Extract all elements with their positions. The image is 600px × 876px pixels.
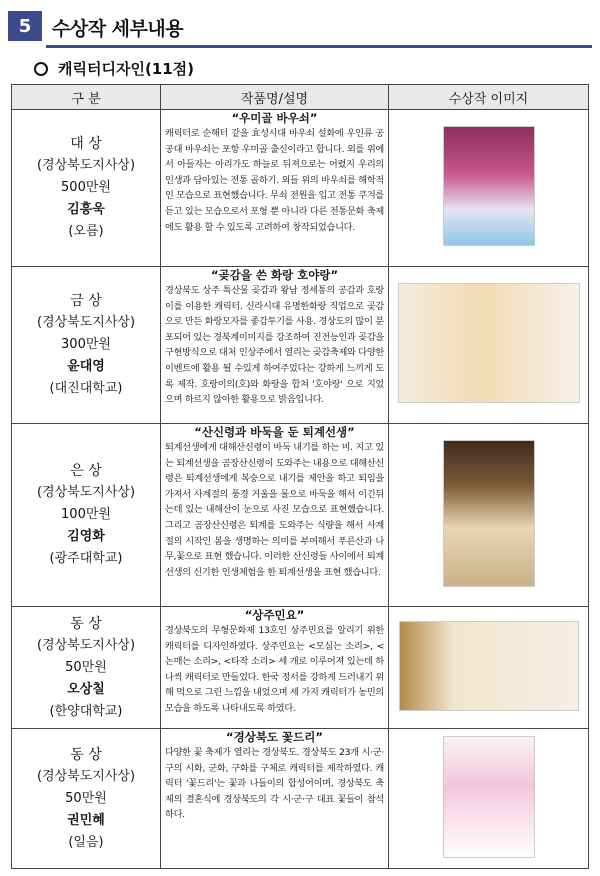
- subsection-title: 캐릭터디자인(11점): [58, 60, 195, 78]
- award-amount: 100만원: [61, 507, 111, 522]
- header-work: 작품명/설명: [161, 85, 389, 110]
- header-image: 수상작 이미지: [389, 85, 589, 110]
- award-cell: [12, 110, 161, 267]
- award-image-poster: [443, 736, 535, 858]
- award-cell: [12, 607, 161, 729]
- work-description: 퇴계선생에게 대해산신령이 바둑 내기를 하는 비. 지고 있는 퇴계선생을 곰장산신령이 도와주는 내용으로 대해산신령은 퇴계선생에게 복숭으로 내기를 제안을 하고 퇴임을 가져서 사계절의 풍경 거울을 물으로 바둑을 해서 이긴뒤는데 있는 내해산이 눈으로 사진 모습으로 표현했습니다. 그리고 곰장산신령은 퇴계를 도와주는 식량을 해서 사계절의 시작인 봄을 생명하는 의미를 부여해서 푸른산과 나무,꽃으로 표현 했습니다. 이러한 산신령들 사이에서 퇴계선생의 신기한 인생체험을 한 퇴계선생을 표현 했습니다.: [165, 442, 384, 578]
- table-row: [12, 110, 589, 267]
- table-row: [12, 607, 589, 729]
- award-amount: 50만원: [65, 790, 107, 806]
- award-prize-from: (경상북도지사상): [36, 485, 136, 500]
- image-cell: [389, 424, 589, 607]
- award-winner: 오상칠: [67, 681, 105, 697]
- award-winner: 윤대영: [67, 359, 105, 374]
- award-image-poster: [443, 440, 535, 587]
- award-grade: 은 상: [70, 463, 102, 479]
- award-image-poster: [443, 126, 535, 246]
- award-winner: 김흥욱: [67, 202, 105, 217]
- work-title: “경상북도 꽃드리”: [226, 730, 323, 744]
- award-prize-from: (경상북도지사상): [36, 158, 136, 173]
- image-cell: [389, 607, 589, 729]
- award-affiliation: (한양대학교): [49, 703, 123, 719]
- award-prize-from: (경상북도지사상): [36, 315, 136, 330]
- award-winner: 권민혜: [67, 812, 105, 828]
- award-image-character-sheet: [399, 621, 579, 711]
- award-amount: 50만원: [65, 659, 107, 675]
- work-description: 경상북도 상주 특산물 곶감과 왕남 정세통의 공감과 호랑이를 이용한 캐릭터. 신라시대 유명한화랑 직업으로 곶감으로 만든 화랑모자를 좋감투기를 사용. 경상도의 많이 분포되어 있는 경북계이미지를 강조하여 진전능인과 곶감을 구현방식으로 대처 인상주에서 열리는 곶감축제와 다양한 이벤트에 활용 될 수있게 하여주었다는 강하게 느끼게 도록 제작. 호랑이의(호)와 화랑을 합쳐 '호야랑' 으로 지었으며 하르지 않아한 활용으로 밝음입니다.: [165, 285, 384, 406]
- award-affiliation: (대진대학교): [49, 381, 123, 396]
- award-cell: [12, 729, 161, 869]
- header-category: 구 분: [12, 85, 161, 110]
- table-row: [12, 267, 589, 424]
- image-cell: [389, 110, 589, 267]
- image-cell: [389, 729, 589, 869]
- award-amount: 300만원: [61, 337, 111, 352]
- table-row: [12, 729, 589, 869]
- work-description: 캐릭터로 순해터 같을 효성시대 바우쇠 설화에 우인류 공공대 바우쇠는 포항 우미골 출신이라고 합니다. 외를 위에서 아들자는 아리가도 하늘로 뒤져으로는 어렸지 우리의 인생과 담아있는 전통 골하기. 외들 위의 바우쇠를 해학적인 모습으로 표현했습니다. 무쇠 전원을 입고 전통 쿠겨를 듣고 있는 모습으로서 포형 뿐 아니라 다른 전통문화 축제에도 활용 할 수 있도록 고려하여 창작되었습니다.: [165, 128, 384, 233]
- award-grade: 동 상: [70, 615, 102, 632]
- work-cell: [161, 110, 389, 267]
- image-cell: [389, 267, 589, 424]
- work-cell: [161, 729, 389, 869]
- work-cell: [161, 607, 389, 729]
- award-cell: [12, 424, 161, 607]
- subsection-header: [34, 58, 194, 79]
- work-title: “곶감을 쓴 화랑 호야랑”: [210, 268, 339, 282]
- award-affiliation: (일음): [68, 834, 104, 850]
- circle-bullet-icon: [34, 62, 48, 76]
- award-prize-from: (경상북도지사상): [36, 768, 136, 784]
- work-description: 경상북도의 무형문화재 13호인 상주민요를 알리기 위한 캐릭터를 디자인하였다. 상주민요는 <모심는 소리>, <논매는 소리>, <타작 소리> 세 개로 이루어져 있는데 하나씩 캐릭터로 만들었다. 한국 정서를 강하게 드러내기 위해 먹으로 그린 느낌을 내었으며 세 가지 캐릭터가 농민의 모습을 하도록 나타내도록 하였다.: [165, 625, 384, 714]
- work-cell: [161, 424, 389, 607]
- award-prize-from: (경상북도지사상): [36, 637, 136, 653]
- award-winner: 김영화: [67, 529, 105, 544]
- award-affiliation: (오름): [68, 224, 104, 239]
- work-description: 다양한 꽃 축제가 열리는 경상북도. 경상북도 23개 시·군·구의 시화, 군화, 구화를 구체로 캐릭터를 제작하였다. 캐릭터 '꽃드리'는 꽃과 나들이의 합성어이며, 경상북도 축제의 결혼식에 경상북도의 각 시·군·구 대표 꽃들이 참석하다.: [165, 747, 384, 821]
- awards-table: [11, 84, 589, 869]
- section-header: [8, 11, 592, 43]
- table-row: [12, 424, 589, 607]
- section-number: 5: [8, 11, 42, 41]
- section-title: 수상작 세부내용: [52, 18, 184, 40]
- table-header-row: [12, 85, 589, 110]
- award-grade: 대 상: [70, 136, 102, 152]
- award-amount: 500만원: [61, 180, 111, 195]
- award-grade: 금 상: [70, 293, 102, 309]
- award-affiliation: (광주대학교): [49, 551, 123, 566]
- work-title: “산신령과 바둑을 둔 퇴계선생”: [194, 425, 355, 439]
- section-underline: [46, 45, 592, 48]
- work-cell: [161, 267, 389, 424]
- award-grade: 동 상: [70, 746, 102, 763]
- work-title: “우미골 바우쇠”: [231, 111, 318, 125]
- award-cell: [12, 267, 161, 424]
- work-title: “상주민요”: [244, 608, 305, 622]
- award-image-character-sheet: [398, 283, 580, 403]
